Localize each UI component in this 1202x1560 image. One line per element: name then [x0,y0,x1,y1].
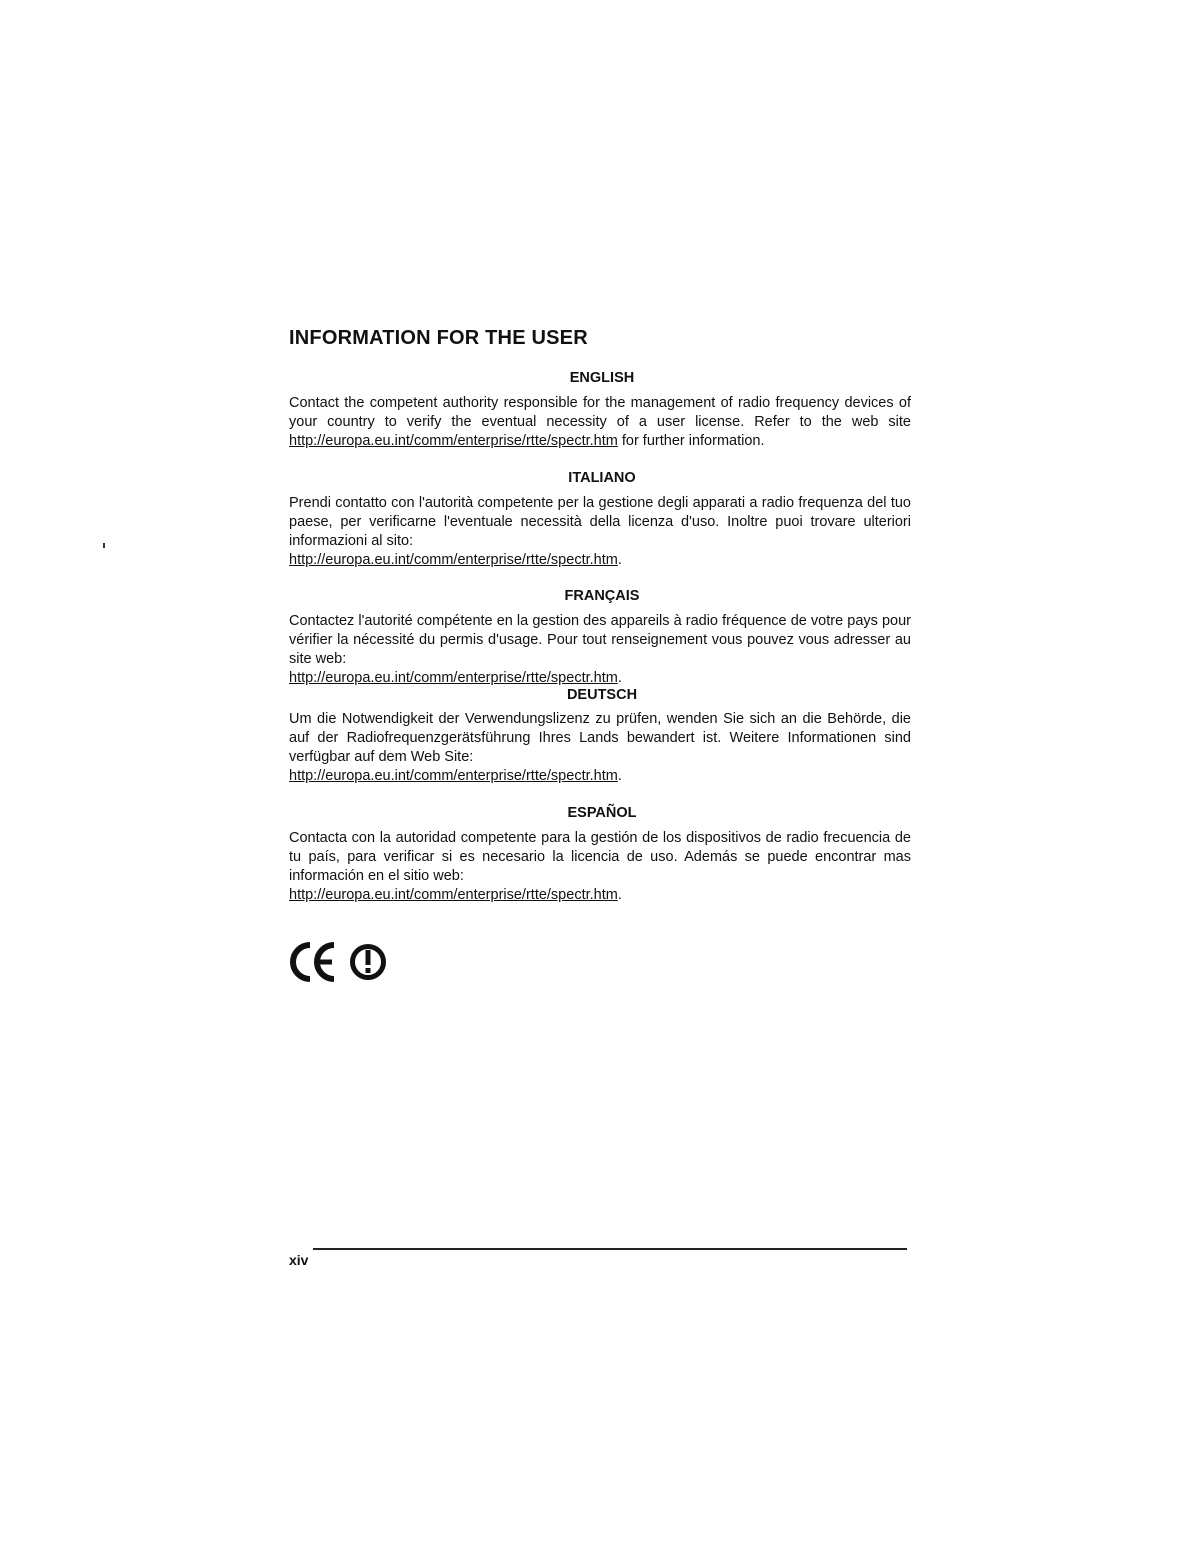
scan-artifact [103,543,105,548]
body-text: Contacta con la autoridad competente para la gestión de los dispositivos de radio frecuencia de tu país, para verificar si es necesario la licencia de uso. Además se puede encontrar mas información en el sitio web: [289,830,911,884]
class-2-alert-icon [353,947,384,978]
page-number: xiv [289,1252,309,1268]
section-deutsch [289,686,911,786]
body-text-tail: . [617,887,622,903]
spectr-link[interactable]: http://europa.eu.int/comm/enterprise/rtte/spectr.htm [289,768,618,784]
body-text: Um die Notwendigkeit der Verwendungslizenz zu prüfen, wenden Sie sich an die Behörde, die auf der Radiofrequenzgerätsführung Ihres Lands bewandert ist. Weitere Informationen sind verfügbar auf dem Web Site: [289,711,911,765]
body-text: Contactez l'autorité compétente en la gestion des appareils à radio fréquence de votre pays pour vérifier la nécessité du permis d'usage. Pour tout renseignement vous pouvez vous adresser au site web: [289,613,911,667]
section-body-francais [289,612,911,688]
regulatory-marks [286,936,396,988]
body-text-tail: . [617,552,622,568]
spectr-link[interactable]: http://europa.eu.int/comm/enterprise/rtte/spectr.htm [289,887,618,903]
body-text: Contact the competent authority responsible for the management of radio frequency devices of your country to verify the eventual necessity of a user license. Refer to the web site [289,395,911,430]
section-francais [289,587,911,688]
body-text-tail: . [617,670,622,686]
section-heading-espanol: ESPAÑOL [567,805,637,821]
section-heading-italiano: ITALIANO [568,470,636,486]
section-espanol [289,804,911,905]
section-heading-francais: FRANÇAIS [564,588,640,604]
section-heading-deutsch: DEUTSCH [566,687,638,703]
section-body-italiano [289,494,911,570]
footer-rule [313,1248,907,1250]
ce-mark-icon [286,936,396,988]
spectr-link[interactable]: http://europa.eu.int/comm/enterprise/rtte/spectr.htm [289,670,618,686]
body-text-tail: . [617,768,622,784]
section-body-espanol [289,829,911,905]
body-text: Prendi contatto con l'autorità competente per la gestione degli apparati a radio frequenza del tuo paese, per verificarne l'eventuale necessità della licenza d'uso. Inoltre puoi trovare ulteriori informazioni al sito: [289,495,911,549]
section-italiano [289,469,911,570]
spectr-link[interactable]: http://europa.eu.int/comm/enterprise/rtte/spectr.htm [289,433,618,449]
spectr-link[interactable]: http://europa.eu.int/comm/enterprise/rtte/spectr.htm [289,552,618,568]
section-heading-english: ENGLISH [569,370,635,386]
page-title: INFORMATION FOR THE USER [289,327,588,349]
body-text-tail: for further information. [617,433,765,449]
section-body-english [289,394,911,451]
section-english [289,369,911,451]
section-body-deutsch [289,710,911,786]
